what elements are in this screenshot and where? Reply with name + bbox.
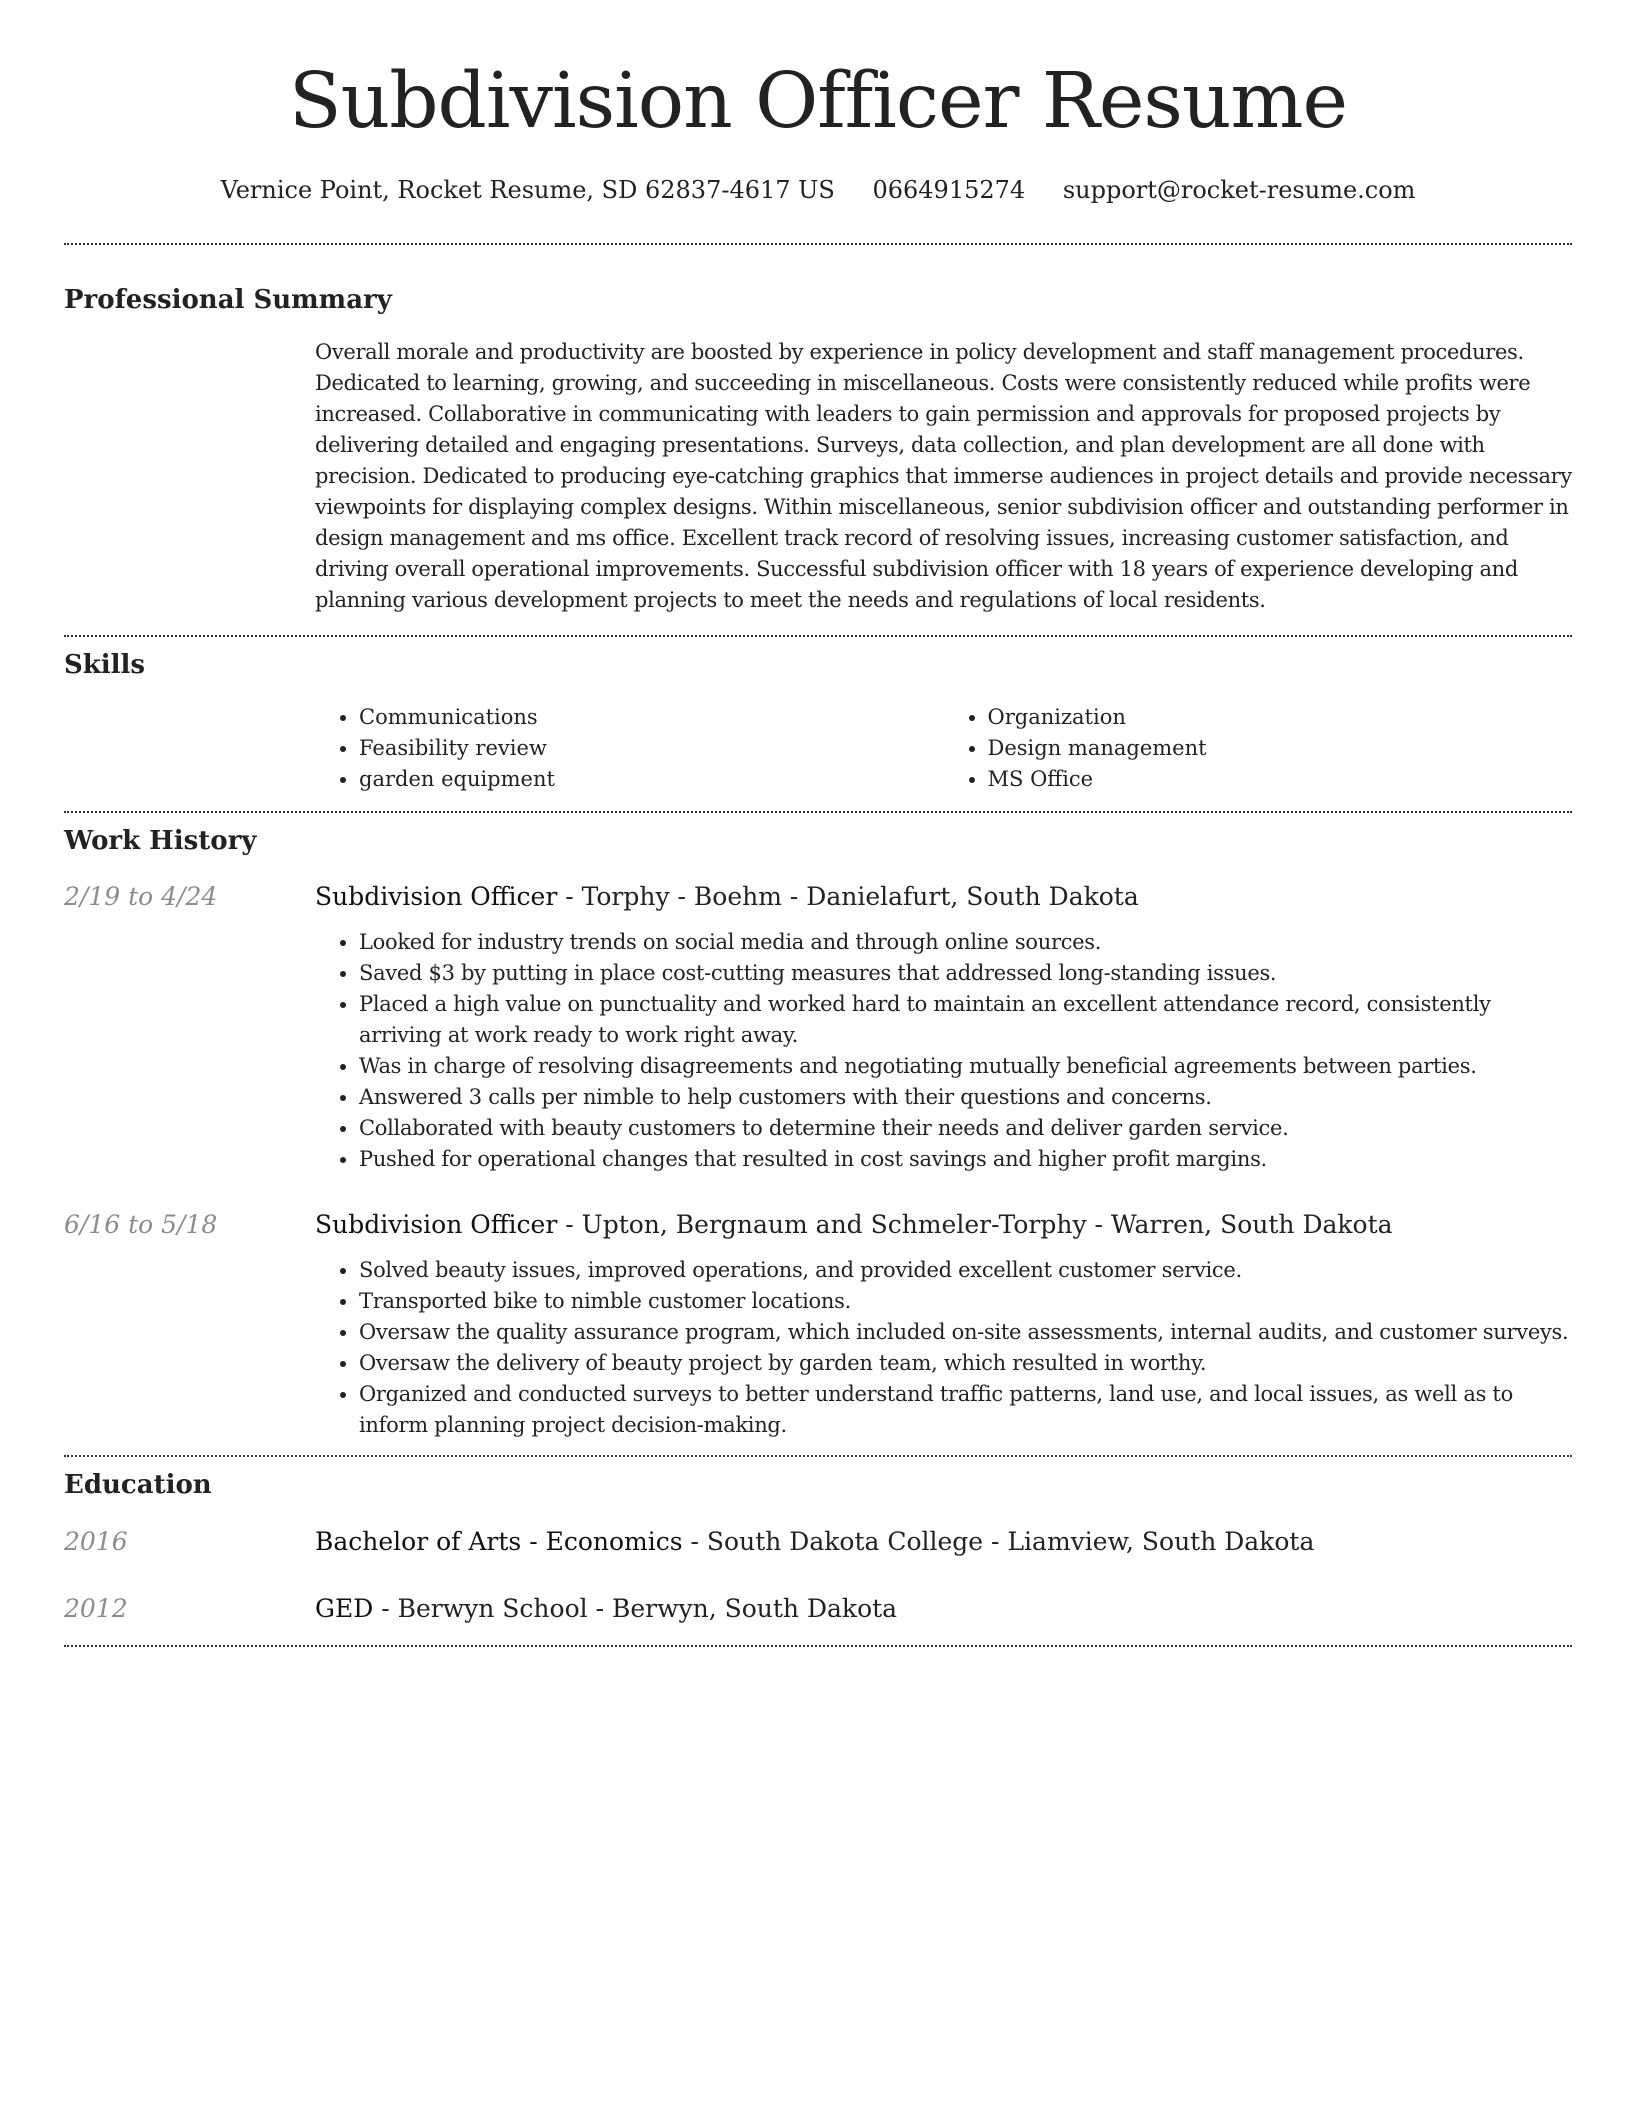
education-degree: GED xyxy=(315,1594,374,1623)
education-line xyxy=(315,1592,897,1626)
job-bullet: • Was in charge of resolving disagreements and negotiating mutually beneficial agreements between parties. xyxy=(359,1051,1572,1082)
job-entry xyxy=(64,880,1572,914)
education-school: - South Dakota College - Liamview, South Dakota xyxy=(682,1527,1315,1556)
skills-body xyxy=(315,702,1572,795)
job-employer: - Upton, Bergnaum and Schmeler-Torphy - Warren, South Dakota xyxy=(557,1210,1393,1239)
skill-item: • Design management xyxy=(988,733,1573,764)
section-heading-work: Work History xyxy=(64,826,257,856)
job-bullet-list xyxy=(315,1255,1572,1441)
education-year: 2012 xyxy=(64,1594,128,1623)
skills-list-right xyxy=(944,702,1573,795)
education-entry xyxy=(64,1525,1572,1559)
job-bullets xyxy=(315,1255,1572,1441)
section-heading-summary: Professional Summary xyxy=(64,285,392,315)
job-bullet: • Oversaw the quality assurance program, which included on-site assessments, internal audits, and customer surveys. xyxy=(359,1317,1572,1348)
job-bullet: • Collaborated with beauty customers to determine their needs and deliver garden service. xyxy=(359,1113,1572,1144)
summary-text: Overall morale and productivity are boosted by experience in policy development and staff management procedures. Dedicated to learning, growing, and succeeding in miscellaneous. Costs were consistently reduced while profits were increased. Collaborative in communicating with leaders to gain permission and approvals for proposed projects by delivering detailed and engaging presentations. Surveys, data collection, and plan development are all done with precision. Dedicated to producing eye-catching graphics that immerse audiences in project details and provide necessary viewpoints for displaying complex designs. Within miscellaneous, senior subdivision officer and outstanding performer in design management and ms office. Excellent track record of resolving issues, increasing customer satisfaction, and driving overall operational improvements. Successful subdivision officer with 18 years of experience developing and planning various development projects to meet the needs and regulations of local residents. xyxy=(315,340,1572,612)
job-bullet: • Pushed for operational changes that resulted in cost savings and higher profit margins. xyxy=(359,1144,1572,1175)
job-role: Subdivision Officer xyxy=(315,1210,558,1239)
job-title-line xyxy=(315,1208,1393,1242)
divider xyxy=(64,635,1572,637)
education-year: 2016 xyxy=(64,1527,128,1556)
skill-item: • Organization xyxy=(988,702,1573,733)
education-degree: Bachelor of Arts - Economics xyxy=(315,1527,683,1556)
job-dates: 2/19 to 4/24 xyxy=(64,882,218,911)
job-bullet: • Solved beauty issues, improved operations, and provided excellent customer service. xyxy=(359,1255,1572,1286)
job-dates: 6/16 to 5/18 xyxy=(64,1210,218,1239)
divider xyxy=(64,811,1572,813)
section-heading-skills: Skills xyxy=(64,650,146,680)
job-title-line xyxy=(315,880,1139,914)
skills-grid xyxy=(315,702,1572,795)
job-bullet-list xyxy=(315,927,1572,1175)
job-role: Subdivision Officer xyxy=(315,882,558,911)
skills-list-left xyxy=(315,702,944,795)
contact-address: Vernice Point, Rocket Resume, SD 62837-4617 US xyxy=(220,176,835,204)
job-entry xyxy=(64,1208,1572,1242)
resume-page xyxy=(64,0,1572,1647)
skill-item: • Communications xyxy=(359,702,944,733)
education-entry xyxy=(64,1592,1572,1626)
job-bullet: • Transported bike to nimble customer locations. xyxy=(359,1286,1572,1317)
contact-line xyxy=(64,174,1572,206)
job-bullet: • Oversaw the delivery of beauty project by garden team, which resulted in worthy. xyxy=(359,1348,1572,1379)
contact-email: support@rocket-resume.com xyxy=(1062,176,1416,204)
job-bullet: • Answered 3 calls per nimble to help customers with their questions and concerns. xyxy=(359,1082,1572,1113)
job-bullet: • Looked for industry trends on social media and through online sources. xyxy=(359,927,1572,958)
education-line xyxy=(315,1525,1314,1559)
divider xyxy=(64,243,1572,245)
summary-body xyxy=(315,337,1572,616)
skill-item: • Feasibility review xyxy=(359,733,944,764)
job-bullet: • Placed a high value on punctuality and worked hard to maintain an excellent attendance record, consistently arriving at work ready to work right away. xyxy=(359,989,1572,1051)
divider xyxy=(64,1455,1572,1457)
skill-item: • MS Office xyxy=(988,764,1573,795)
job-bullet: • Organized and conducted surveys to better understand traffic patterns, land use, and local issues, as well as to inform planning project decision-making. xyxy=(359,1379,1572,1441)
resume-title: Subdivision Officer Resume xyxy=(288,57,1348,146)
contact-phone: 0664915274 xyxy=(872,176,1026,204)
skill-item: • garden equipment xyxy=(359,764,944,795)
education-school: - Berwyn School - Berwyn, South Dakota xyxy=(373,1594,898,1623)
section-heading-education: Education xyxy=(64,1470,212,1500)
job-bullets xyxy=(315,927,1572,1175)
job-bullet: • Saved $3 by putting in place cost-cutting measures that addressed long-standing issues. xyxy=(359,958,1572,989)
divider xyxy=(64,1645,1572,1647)
job-employer: - Torphy - Boehm - Danielafurt, South Dakota xyxy=(557,882,1139,911)
